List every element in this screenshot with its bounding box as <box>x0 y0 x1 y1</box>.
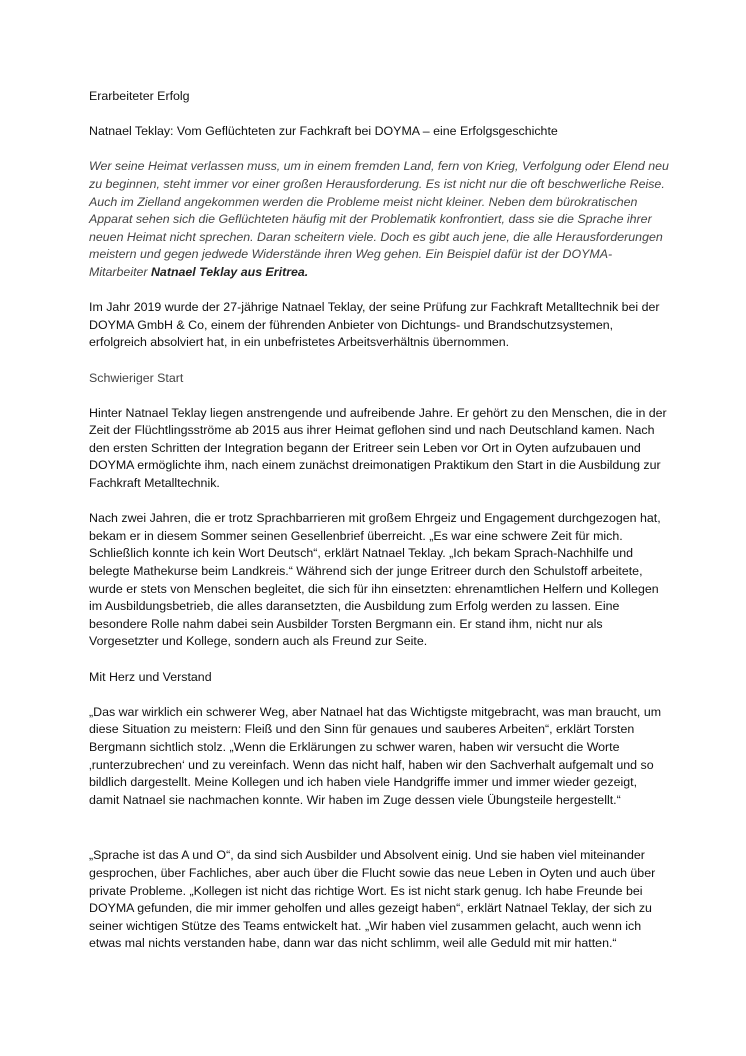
section2-paragraph-2: „Sprache ist das A und O“, da sind sich Ausbilder und Absolvent einig. Und sie haben viel miteinander gesprochen, über Fachliches, aber auch über die Flucht sowie das neue Leben in Oyten und auch über private Probleme. „Kollegen ist nicht das richtige Wort. Es ist nicht stark genug. Ich habe Freunde bei DOYMA gefunden, die mir immer geholfen und alles gezeigt haben“, erklärt Natnael Teklay, der sich zu seiner wichtigen Stütze des Teams entwickelt hat. „Wir haben viel zusammen gelacht, auch wenn ich etwas mal nichts verstanden habe, dann war das nicht schlimm, weil alle Geduld mit mir hatten.“ <box>89 848 656 951</box>
section1-paragraph-2: Nach zwei Jahren, die er trotz Sprachbarrieren mit großem Ehrgeiz und Engagement durchgezogen hat, bekam er in diesem Sommer seinen Gesellenbrief überreicht. „Es war eine schwere Zeit für mich. Schließlich konnte ich kein Wort Deutsch“, erklärt Natnael Teklay. „Ich bekam Sprach-Nachhilfe und belegte Mathekurse beim Landkreis.“ Während sich der junge Eritreer durch den Schulstoff arbeitete, wurde er stets von Menschen begleitet, die sich für ihn einsetzten: ehrenamtlichen Helfern und Kollegen im Ausbildungsbetrieb, die alles daransetzten, die Ausbildung zum Erfolg werden zu lassen. Eine besondere Rolle nahm dabei sein Ausbilder Torsten Bergmann ein. Er stand ihm, nicht nur als Vorgesetzter und Kollege, sondern auch als Freund zur Seite. <box>89 511 661 649</box>
intro-paragraph: Im Jahr 2019 wurde der 27-jährige Natnael Teklay, der seine Prüfung zur Fachkraft Metalltechnik bei der DOYMA GmbH & Co, einem der führenden Anbieter von Dichtungs- und Brandschutzsystemen, erfolgreich absolviert hat, in ein unbefristetes Arbeitsverhältnis übernommen. <box>89 300 660 350</box>
lead-text: Wer seine Heimat verlassen muss, um in einem fremden Land, fern von Krieg, Verfolgung oder Elend neu zu beginnen, steht immer vor einer großen Herausforderung. Es ist nicht nur die oft beschwerliche Reise. Auch im Zielland angekommen werden die Probleme meist nicht kleiner. Neben dem bürokratischen Apparat sehen sich die Geflüchteten häufig mit der Problematik konfrontiert, dass sie die Sprache ihrer neuen Heimat nicht sprechen. Daran scheitern viele. Doch es gibt auch jene, die alle Herausforderungen meistern und gegen jedwede Widerstände ihren Weg gehen. Ein Beispiel dafür ist der DOYMA-Mitarbeiter <box>89 159 669 279</box>
lead-highlight: Natnael Teklay aus Eritrea. <box>150 264 309 279</box>
article-title: Natnael Teklay: Vom Geflüchteten zur Fachkraft bei DOYMA – eine Erfolgsgeschichte <box>89 124 558 139</box>
section1-paragraph-1: Hinter Natnael Teklay liegen anstrengende und aufreibende Jahre. Er gehört zu den Menschen, die in der Zeit der Flüchtlingsströme ab 2015 aus ihrer Heimat geflohen sind und nach Deutschland kamen. Nach den ersten Schritten der Integration begann der Eritreer sein Leben vor Ort in Oyten aufzubauen und DOYMA ermöglichte ihm, nach einem zunächst dreimonatigen Praktikum den Start in die Ausbildung zur Fachkraft Metalltechnik. <box>89 405 667 491</box>
kicker: Erarbeiteter Erfolg <box>89 89 190 103</box>
section-heading-start: Schwieriger Start <box>89 370 184 385</box>
lead-paragraph <box>89 158 669 281</box>
section-heading-heart: Mit Herz und Verstand <box>89 669 212 684</box>
document-page <box>89 88 669 953</box>
section2-paragraph-1: „Das war wirklich ein schwerer Weg, aber Natnael hat das Wichtigste mitgebracht, was man braucht, um diese Situation zu meistern: Fleiß und den Sinn für genaues und sauberes Arbeiten“, erklärt Torsten Bergmann sichtlich stolz. „Wenn die Erklärungen zu schwer waren, haben wir versucht die Worte ‚runterzubrechen‘ und zu vereinfach. Wenn das nicht half, haben wir den Sachverhalt aufgemalt und so bildlich dargestellt. Meine Kollegen und ich haben viele Handgriffe immer und immer wieder gezeigt, damit Natnael sie nachmachen konnte. Wir haben im Zuge dessen viele Übungsteile hergestellt.“ <box>89 704 662 807</box>
